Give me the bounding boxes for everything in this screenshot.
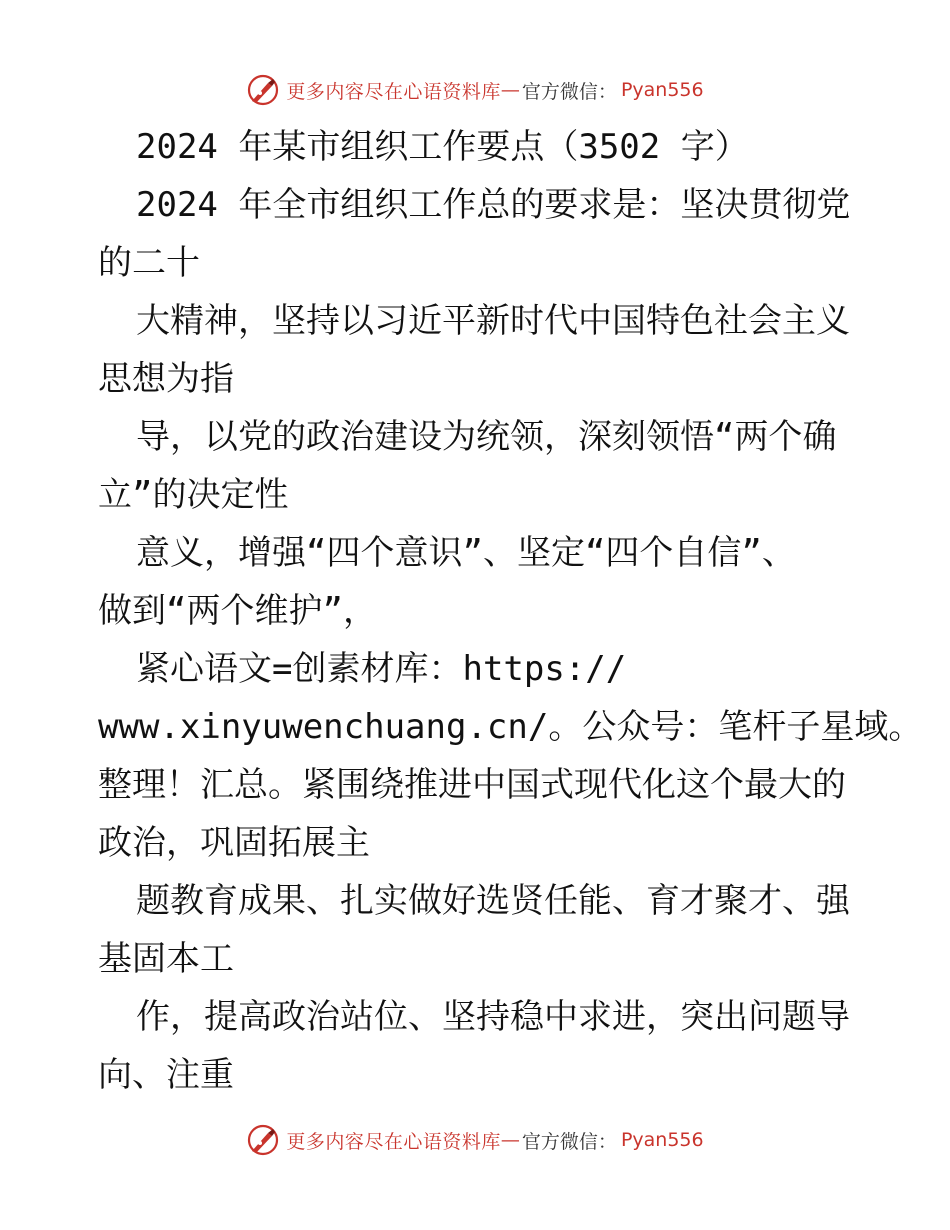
doc-line: 题教育成果、扎实做好选贤任能、育才聚才、强 bbox=[136, 881, 850, 921]
banner-official-label: 官方微信： bbox=[521, 1130, 617, 1153]
footer-banner[interactable] bbox=[0, 1120, 950, 1160]
doc-line: 整理！汇总。紧围绕推进中国式现代化这个最大的 bbox=[98, 765, 846, 805]
doc-line: 的二十 bbox=[98, 243, 200, 283]
doc-line: www.xinyuwenchuang.cn/。公众号：笔杆子星域。 bbox=[98, 707, 923, 747]
doc-line: 意义，增强“四个意识”、坚定“四个自信”、 bbox=[136, 533, 796, 573]
banner-wechat-id: Pyan556 bbox=[620, 79, 704, 101]
doc-line: 做到“两个维护”， bbox=[98, 591, 377, 631]
doc-line: 大精神，坚持以习近平新时代中国特色社会主义 bbox=[136, 301, 850, 341]
doc-line: 导，以党的政治建设为统领，深刻领悟“两个确 bbox=[136, 417, 837, 457]
banner-separator: — bbox=[500, 79, 520, 101]
banner-separator: — bbox=[500, 1129, 520, 1151]
document-body bbox=[98, 118, 923, 1104]
banner-brand: 更多内容尽在心语资料库 bbox=[286, 80, 501, 103]
doc-line: 2024 年全市组织工作总的要求是：坚决贯彻党 bbox=[136, 185, 851, 225]
doc-line: 立”的决定性 bbox=[98, 475, 289, 515]
pen-logo-icon bbox=[246, 73, 280, 107]
banner-official-label: 官方微信： bbox=[521, 80, 617, 103]
doc-line: 政治，巩固拓展主 bbox=[98, 823, 370, 863]
doc-line: 基固本工 bbox=[98, 939, 234, 979]
header-banner[interactable] bbox=[0, 70, 950, 110]
doc-line: 向、注重 bbox=[98, 1055, 234, 1095]
doc-title-line: 2024 年某市组织工作要点（3502 字） bbox=[136, 127, 749, 167]
banner-wechat-id: Pyan556 bbox=[620, 1129, 704, 1151]
doc-line: 紧心语文=创素材库：https:// bbox=[136, 649, 627, 689]
banner-brand: 更多内容尽在心语资料库 bbox=[286, 1130, 501, 1153]
doc-line: 思想为指 bbox=[98, 359, 234, 399]
pen-logo-icon bbox=[246, 1123, 280, 1157]
doc-line: 作，提高政治站位、坚持稳中求进，突出问题导 bbox=[136, 997, 850, 1037]
